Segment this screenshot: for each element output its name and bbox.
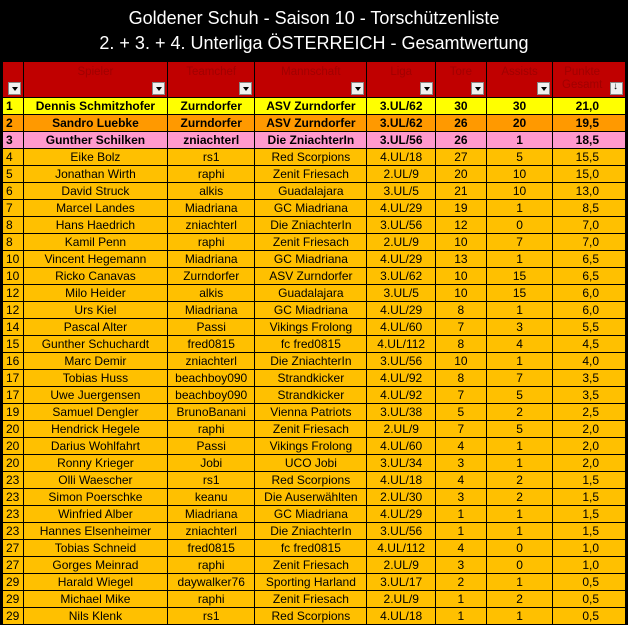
table-row[interactable] <box>3 523 626 540</box>
cell-spieler[interactable]: Hans Haedrich <box>23 217 167 234</box>
cell-teamchef[interactable]: zniachterl <box>168 132 255 149</box>
cell-teamchef[interactable]: keanu <box>168 489 255 506</box>
cell-rank[interactable]: 16 <box>3 353 24 370</box>
cell-teamchef[interactable]: rs1 <box>168 149 255 166</box>
cell-mannschaft[interactable]: Strandkicker <box>255 370 367 387</box>
cell-spieler[interactable]: Marc Demir <box>23 353 167 370</box>
cell-rank[interactable]: 27 <box>3 540 24 557</box>
cell-assists[interactable]: 1 <box>486 302 552 319</box>
cell-rank[interactable]: 23 <box>3 523 24 540</box>
cell-mannschaft[interactable]: Red Scorpions <box>255 608 367 625</box>
cell-assists[interactable]: 0 <box>486 540 552 557</box>
cell-spieler[interactable]: Nils Klenk <box>23 608 167 625</box>
cell-rank[interactable]: 2 <box>3 115 24 132</box>
cell-mannschaft[interactable]: UCO Jobi <box>255 455 367 472</box>
cell-tore[interactable]: 2 <box>435 574 486 591</box>
column-header-rank[interactable] <box>3 62 24 98</box>
cell-liga[interactable]: 4.UL/112 <box>367 336 436 353</box>
cell-spieler[interactable]: Ricko Canavas <box>23 268 167 285</box>
cell-teamchef[interactable]: raphi <box>168 166 255 183</box>
cell-mannschaft[interactable]: Die ZniachterIn <box>255 353 367 370</box>
filter-dropdown-icon[interactable] <box>239 82 252 95</box>
cell-punkte[interactable]: 21,0 <box>553 98 626 115</box>
cell-teamchef[interactable]: fred0815 <box>168 540 255 557</box>
column-header-mannschaft[interactable]: Mannschaft <box>255 62 367 98</box>
column-header-punkte-gesamt[interactable]: Punkte Gesamt ↓ <box>553 62 626 98</box>
cell-liga[interactable]: 4.UL/18 <box>367 149 436 166</box>
cell-teamchef[interactable]: raphi <box>168 234 255 251</box>
cell-rank[interactable]: 7 <box>3 200 24 217</box>
cell-punkte[interactable]: 1,5 <box>553 506 626 523</box>
cell-mannschaft[interactable]: Zenit Friesach <box>255 421 367 438</box>
cell-punkte[interactable]: 19,5 <box>553 115 626 132</box>
cell-spieler[interactable]: Uwe Juergensen <box>23 387 167 404</box>
cell-mannschaft[interactable]: GC Miadriana <box>255 302 367 319</box>
cell-tore[interactable]: 5 <box>435 404 486 421</box>
cell-mannschaft[interactable]: Vikings Frolong <box>255 319 367 336</box>
cell-assists[interactable]: 10 <box>486 166 552 183</box>
cell-spieler[interactable]: Hannes Elsenheimer <box>23 523 167 540</box>
cell-rank[interactable]: 8 <box>3 217 24 234</box>
cell-liga[interactable]: 3.UL/17 <box>367 574 436 591</box>
cell-liga[interactable]: 4.UL/29 <box>367 302 436 319</box>
cell-rank[interactable]: 4 <box>3 149 24 166</box>
cell-liga[interactable]: 3.UL/38 <box>367 404 436 421</box>
cell-spieler[interactable]: Hendrick Hegele <box>23 421 167 438</box>
cell-spieler[interactable]: Gorges Meinrad <box>23 557 167 574</box>
cell-punkte[interactable]: 6,5 <box>553 251 626 268</box>
table-row[interactable] <box>3 115 626 132</box>
cell-assists[interactable]: 20 <box>486 115 552 132</box>
cell-tore[interactable]: 13 <box>435 251 486 268</box>
filter-dropdown-icon[interactable] <box>420 82 433 95</box>
cell-spieler[interactable]: Sandro Luebke <box>23 115 167 132</box>
cell-assists[interactable]: 1 <box>486 438 552 455</box>
cell-punkte[interactable]: 8,5 <box>553 200 626 217</box>
table-row[interactable] <box>3 319 626 336</box>
cell-punkte[interactable]: 4,5 <box>553 336 626 353</box>
table-row[interactable] <box>3 574 626 591</box>
cell-assists[interactable]: 5 <box>486 149 552 166</box>
cell-assists[interactable]: 1 <box>486 506 552 523</box>
cell-spieler[interactable]: Tobias Huss <box>23 370 167 387</box>
cell-rank[interactable]: 1 <box>3 98 24 115</box>
table-row[interactable] <box>3 336 626 353</box>
table-row[interactable] <box>3 438 626 455</box>
cell-tore[interactable]: 27 <box>435 149 486 166</box>
cell-assists[interactable]: 2 <box>486 489 552 506</box>
cell-assists[interactable]: 30 <box>486 98 552 115</box>
cell-mannschaft[interactable]: fc fred0815 <box>255 336 367 353</box>
table-row[interactable] <box>3 591 626 608</box>
cell-liga[interactable]: 3.UL/5 <box>367 285 436 302</box>
table-row[interactable] <box>3 98 626 115</box>
cell-punkte[interactable]: 3,5 <box>553 370 626 387</box>
cell-spieler[interactable]: Olli Waescher <box>23 472 167 489</box>
cell-rank[interactable]: 23 <box>3 506 24 523</box>
cell-assists[interactable]: 1 <box>486 132 552 149</box>
table-row[interactable] <box>3 149 626 166</box>
cell-teamchef[interactable]: zniachterl <box>168 217 255 234</box>
table-row[interactable] <box>3 489 626 506</box>
page-subtitle: 2. + 3. + 4. Unterliga ÖSTERREICH - Gesamtwertung <box>99 33 529 53</box>
cell-teamchef[interactable]: Zurndorfer <box>168 268 255 285</box>
cell-punkte[interactable]: 3,5 <box>553 387 626 404</box>
cell-liga[interactable]: 3.UL/62 <box>367 98 436 115</box>
cell-teamchef[interactable]: alkis <box>168 183 255 200</box>
table-row[interactable] <box>3 285 626 302</box>
table-row[interactable] <box>3 217 626 234</box>
cell-punkte[interactable]: 0,5 <box>553 574 626 591</box>
cell-tore[interactable]: 4 <box>435 472 486 489</box>
page-title: Goldener Schuh - Saison 10 - Torschützenliste <box>128 8 500 28</box>
cell-tore[interactable]: 1 <box>435 608 486 625</box>
table-row[interactable] <box>3 200 626 217</box>
cell-rank[interactable]: 23 <box>3 489 24 506</box>
cell-punkte[interactable]: 13,0 <box>553 183 626 200</box>
filter-dropdown-icon[interactable] <box>8 82 21 95</box>
cell-mannschaft[interactable]: Die Auserwählten <box>255 489 367 506</box>
cell-liga[interactable]: 2.UL/9 <box>367 166 436 183</box>
cell-assists[interactable]: 2 <box>486 591 552 608</box>
cell-punkte[interactable]: 4,0 <box>553 353 626 370</box>
table-row[interactable] <box>3 506 626 523</box>
cell-tore[interactable]: 8 <box>435 336 486 353</box>
cell-liga[interactable]: 4.UL/60 <box>367 319 436 336</box>
cell-tore[interactable]: 10 <box>435 285 486 302</box>
cell-mannschaft[interactable]: GC Miadriana <box>255 506 367 523</box>
cell-teamchef[interactable]: fred0815 <box>168 336 255 353</box>
cell-rank[interactable]: 17 <box>3 387 24 404</box>
cell-assists[interactable]: 15 <box>486 268 552 285</box>
cell-spieler[interactable]: Tobias Schneid <box>23 540 167 557</box>
cell-teamchef[interactable]: rs1 <box>168 608 255 625</box>
cell-punkte[interactable]: 1,5 <box>553 472 626 489</box>
ranking-table <box>2 61 626 625</box>
cell-assists[interactable]: 4 <box>486 336 552 353</box>
cell-mannschaft[interactable]: ASV Zurndorfer <box>255 115 367 132</box>
cell-spieler[interactable]: Simon Poerschke <box>23 489 167 506</box>
cell-spieler[interactable]: David Struck <box>23 183 167 200</box>
column-header-teamchef[interactable]: Teamchef <box>168 62 255 98</box>
cell-liga[interactable]: 3.UL/56 <box>367 353 436 370</box>
cell-spieler[interactable]: Urs Kiel <box>23 302 167 319</box>
cell-spieler[interactable]: Milo Heider <box>23 285 167 302</box>
cell-liga[interactable]: 3.UL/62 <box>367 268 436 285</box>
table-row[interactable] <box>3 234 626 251</box>
cell-liga[interactable]: 2.UL/30 <box>367 489 436 506</box>
table-row[interactable] <box>3 608 626 625</box>
table-row[interactable] <box>3 132 626 149</box>
cell-punkte[interactable]: 2,0 <box>553 438 626 455</box>
cell-spieler[interactable]: Darius Wohlfahrt <box>23 438 167 455</box>
cell-spieler[interactable]: Eike Bolz <box>23 149 167 166</box>
cell-mannschaft[interactable]: Vienna Patriots <box>255 404 367 421</box>
cell-liga[interactable]: 3.UL/56 <box>367 132 436 149</box>
cell-rank[interactable]: 23 <box>3 472 24 489</box>
cell-liga[interactable]: 4.UL/92 <box>367 387 436 404</box>
cell-assists[interactable]: 1 <box>486 523 552 540</box>
cell-assists[interactable]: 1 <box>486 200 552 217</box>
cell-spieler[interactable]: Michael Mike <box>23 591 167 608</box>
sort-descending-icon[interactable] <box>610 82 623 95</box>
cell-punkte[interactable]: 0,5 <box>553 591 626 608</box>
cell-assists[interactable]: 0 <box>486 217 552 234</box>
cell-mannschaft[interactable]: GC Miadriana <box>255 251 367 268</box>
cell-spieler[interactable]: Dennis Schmitzhofer <box>23 98 167 115</box>
cell-rank[interactable]: 29 <box>3 574 24 591</box>
cell-liga[interactable]: 4.UL/18 <box>367 472 436 489</box>
cell-spieler[interactable]: Ronny Krieger <box>23 455 167 472</box>
cell-spieler[interactable]: Kamil Penn <box>23 234 167 251</box>
cell-rank[interactable]: 12 <box>3 302 24 319</box>
cell-liga[interactable]: 4.UL/60 <box>367 438 436 455</box>
cell-liga[interactable]: 3.UL/56 <box>367 523 436 540</box>
cell-liga[interactable]: 3.UL/62 <box>367 115 436 132</box>
cell-mannschaft[interactable]: Vikings Frolong <box>255 438 367 455</box>
cell-spieler[interactable]: Vincent Hegemann <box>23 251 167 268</box>
cell-punkte[interactable]: 7,0 <box>553 217 626 234</box>
cell-liga[interactable]: 4.UL/29 <box>367 251 436 268</box>
cell-mannschaft[interactable]: Red Scorpions <box>255 472 367 489</box>
cell-teamchef[interactable]: BrunoBanani <box>168 404 255 421</box>
table-row[interactable] <box>3 370 626 387</box>
cell-rank[interactable]: 3 <box>3 132 24 149</box>
cell-teamchef[interactable]: beachboy090 <box>168 370 255 387</box>
filter-dropdown-icon[interactable] <box>351 82 364 95</box>
cell-rank[interactable]: 8 <box>3 234 24 251</box>
cell-teamchef[interactable]: Jobi <box>168 455 255 472</box>
cell-tore[interactable]: 1 <box>435 591 486 608</box>
cell-tore[interactable]: 8 <box>435 370 486 387</box>
cell-punkte[interactable]: 7,0 <box>553 234 626 251</box>
cell-spieler[interactable]: Gunther Schilken <box>23 132 167 149</box>
cell-assists[interactable]: 7 <box>486 234 552 251</box>
cell-liga[interactable]: 2.UL/9 <box>367 591 436 608</box>
cell-rank[interactable]: 10 <box>3 251 24 268</box>
cell-liga[interactable]: 4.UL/112 <box>367 540 436 557</box>
table-row[interactable] <box>3 472 626 489</box>
cell-spieler[interactable]: Samuel Dengler <box>23 404 167 421</box>
cell-tore[interactable]: 26 <box>435 115 486 132</box>
cell-rank[interactable]: 5 <box>3 166 24 183</box>
filter-dropdown-icon[interactable] <box>471 82 484 95</box>
cell-rank[interactable]: 12 <box>3 285 24 302</box>
table-row[interactable] <box>3 166 626 183</box>
cell-teamchef[interactable]: daywalker76 <box>168 574 255 591</box>
cell-spieler[interactable]: Gunther Schuchardt <box>23 336 167 353</box>
column-header-liga[interactable]: Liga <box>367 62 436 98</box>
cell-punkte[interactable]: 6,0 <box>553 302 626 319</box>
table-row[interactable] <box>3 404 626 421</box>
filter-dropdown-icon[interactable] <box>152 82 165 95</box>
cell-tore[interactable]: 10 <box>435 268 486 285</box>
cell-mannschaft[interactable]: Strandkicker <box>255 387 367 404</box>
cell-teamchef[interactable]: Miadriana <box>168 251 255 268</box>
cell-rank[interactable]: 20 <box>3 421 24 438</box>
cell-punkte[interactable]: 1,5 <box>553 523 626 540</box>
cell-teamchef[interactable]: Miadriana <box>168 506 255 523</box>
cell-tore[interactable]: 7 <box>435 421 486 438</box>
table-row[interactable] <box>3 557 626 574</box>
cell-teamchef[interactable]: raphi <box>168 557 255 574</box>
cell-assists[interactable]: 1 <box>486 353 552 370</box>
cell-assists[interactable]: 5 <box>486 387 552 404</box>
cell-tore[interactable]: 8 <box>435 302 486 319</box>
cell-mannschaft[interactable]: Zenit Friesach <box>255 166 367 183</box>
cell-rank[interactable]: 29 <box>3 608 24 625</box>
cell-liga[interactable]: 2.UL/9 <box>367 557 436 574</box>
cell-tore[interactable]: 19 <box>435 200 486 217</box>
cell-liga[interactable]: 2.UL/9 <box>367 234 436 251</box>
table-row[interactable] <box>3 353 626 370</box>
cell-punkte[interactable]: 5,5 <box>553 319 626 336</box>
cell-rank[interactable]: 19 <box>3 404 24 421</box>
cell-spieler[interactable]: Winfried Alber <box>23 506 167 523</box>
cell-tore[interactable]: 26 <box>435 132 486 149</box>
cell-mannschaft[interactable]: GC Miadriana <box>255 200 367 217</box>
cell-liga[interactable]: 4.UL/92 <box>367 370 436 387</box>
cell-rank[interactable]: 20 <box>3 438 24 455</box>
cell-punkte[interactable]: 15,5 <box>553 149 626 166</box>
cell-mannschaft[interactable]: ASV Zurndorfer <box>255 98 367 115</box>
cell-tore[interactable]: 7 <box>435 387 486 404</box>
cell-liga[interactable]: 3.UL/56 <box>367 217 436 234</box>
table-row[interactable] <box>3 540 626 557</box>
table-row[interactable] <box>3 421 626 438</box>
filter-dropdown-icon[interactable] <box>537 82 550 95</box>
cell-tore[interactable]: 30 <box>435 98 486 115</box>
table-row[interactable] <box>3 302 626 319</box>
cell-mannschaft[interactable]: Die ZniachterIn <box>255 217 367 234</box>
cell-mannschaft[interactable]: ASV Zurndorfer <box>255 268 367 285</box>
cell-teamchef[interactable]: zniachterl <box>168 353 255 370</box>
cell-mannschaft[interactable]: Red Scorpions <box>255 149 367 166</box>
cell-assists[interactable]: 5 <box>486 421 552 438</box>
cell-assists[interactable]: 2 <box>486 404 552 421</box>
cell-mannschaft[interactable]: Guadalajara <box>255 285 367 302</box>
cell-mannschaft[interactable]: fc fred0815 <box>255 540 367 557</box>
cell-rank[interactable]: 10 <box>3 268 24 285</box>
cell-punkte[interactable]: 2,0 <box>553 421 626 438</box>
cell-liga[interactable]: 4.UL/29 <box>367 506 436 523</box>
cell-teamchef[interactable]: Miadriana <box>168 302 255 319</box>
cell-rank[interactable]: 29 <box>3 591 24 608</box>
cell-assists[interactable]: 1 <box>486 574 552 591</box>
cell-rank[interactable]: 20 <box>3 455 24 472</box>
table-row[interactable] <box>3 268 626 285</box>
cell-assists[interactable]: 1 <box>486 455 552 472</box>
table-row[interactable] <box>3 387 626 404</box>
cell-teamchef[interactable]: Zurndorfer <box>168 115 255 132</box>
cell-liga[interactable]: 2.UL/9 <box>367 421 436 438</box>
cell-teamchef[interactable]: zniachterl <box>168 523 255 540</box>
cell-assists[interactable]: 2 <box>486 472 552 489</box>
cell-assists[interactable]: 1 <box>486 251 552 268</box>
column-header-assists[interactable]: Assists <box>486 62 552 98</box>
cell-punkte[interactable]: 6,5 <box>553 268 626 285</box>
cell-tore[interactable]: 10 <box>435 234 486 251</box>
cell-punkte[interactable]: 18,5 <box>553 132 626 149</box>
cell-assists[interactable]: 3 <box>486 319 552 336</box>
column-header-spieler[interactable]: Spieler <box>23 62 167 98</box>
cell-spieler[interactable]: Marcel Landes <box>23 200 167 217</box>
cell-teamchef[interactable]: raphi <box>168 421 255 438</box>
cell-teamchef[interactable]: beachboy090 <box>168 387 255 404</box>
cell-liga[interactable]: 3.UL/34 <box>367 455 436 472</box>
cell-mannschaft[interactable]: Sporting Harland <box>255 574 367 591</box>
cell-tore[interactable]: 3 <box>435 489 486 506</box>
cell-tore[interactable]: 20 <box>435 166 486 183</box>
cell-tore[interactable]: 1 <box>435 523 486 540</box>
cell-punkte[interactable]: 2,5 <box>553 404 626 421</box>
cell-punkte[interactable]: 15,0 <box>553 166 626 183</box>
cell-teamchef[interactable]: Passi <box>168 319 255 336</box>
cell-punkte[interactable]: 2,0 <box>553 455 626 472</box>
header-row <box>3 62 626 98</box>
cell-rank[interactable]: 27 <box>3 557 24 574</box>
cell-rank[interactable]: 15 <box>3 336 24 353</box>
cell-teamchef[interactable]: raphi <box>168 591 255 608</box>
cell-punkte[interactable]: 1,5 <box>553 489 626 506</box>
cell-liga[interactable]: 4.UL/29 <box>367 200 436 217</box>
table-row[interactable] <box>3 251 626 268</box>
cell-spieler[interactable]: Harald Wiegel <box>23 574 167 591</box>
cell-tore[interactable]: 3 <box>435 455 486 472</box>
cell-assists[interactable]: 1 <box>486 608 552 625</box>
cell-tore[interactable]: 10 <box>435 353 486 370</box>
cell-teamchef[interactable]: alkis <box>168 285 255 302</box>
cell-mannschaft[interactable]: Die ZniachterIn <box>255 132 367 149</box>
cell-rank[interactable]: 17 <box>3 370 24 387</box>
cell-tore[interactable]: 1 <box>435 506 486 523</box>
cell-spieler[interactable]: Jonathan Wirth <box>23 166 167 183</box>
cell-assists[interactable]: 15 <box>486 285 552 302</box>
cell-mannschaft[interactable]: Guadalajara <box>255 183 367 200</box>
cell-tore[interactable]: 4 <box>435 540 486 557</box>
cell-teamchef[interactable]: Miadriana <box>168 200 255 217</box>
cell-punkte[interactable]: 0,5 <box>553 608 626 625</box>
cell-mannschaft[interactable]: Zenit Friesach <box>255 557 367 574</box>
cell-tore[interactable]: 3 <box>435 557 486 574</box>
cell-teamchef[interactable]: Passi <box>168 438 255 455</box>
cell-tore[interactable]: 4 <box>435 438 486 455</box>
cell-mannschaft[interactable]: Die ZniachterIn <box>255 523 367 540</box>
cell-liga[interactable]: 3.UL/5 <box>367 183 436 200</box>
cell-punkte[interactable]: 6,0 <box>553 285 626 302</box>
table-row[interactable] <box>3 183 626 200</box>
cell-assists[interactable]: 0 <box>486 557 552 574</box>
cell-mannschaft[interactable]: Zenit Friesach <box>255 234 367 251</box>
cell-teamchef[interactable]: rs1 <box>168 472 255 489</box>
cell-teamchef[interactable]: Zurndorfer <box>168 98 255 115</box>
cell-rank[interactable]: 14 <box>3 319 24 336</box>
column-header-tore[interactable]: Tore <box>435 62 486 98</box>
cell-spieler[interactable]: Pascal Alter <box>23 319 167 336</box>
cell-punkte[interactable]: 1,0 <box>553 540 626 557</box>
cell-assists[interactable]: 10 <box>486 183 552 200</box>
cell-rank[interactable]: 6 <box>3 183 24 200</box>
cell-tore[interactable]: 12 <box>435 217 486 234</box>
cell-tore[interactable]: 21 <box>435 183 486 200</box>
cell-mannschaft[interactable]: Zenit Friesach <box>255 591 367 608</box>
cell-tore[interactable]: 7 <box>435 319 486 336</box>
cell-assists[interactable]: 7 <box>486 370 552 387</box>
cell-liga[interactable]: 4.UL/18 <box>367 608 436 625</box>
table-row[interactable] <box>3 455 626 472</box>
cell-punkte[interactable]: 1,0 <box>553 557 626 574</box>
